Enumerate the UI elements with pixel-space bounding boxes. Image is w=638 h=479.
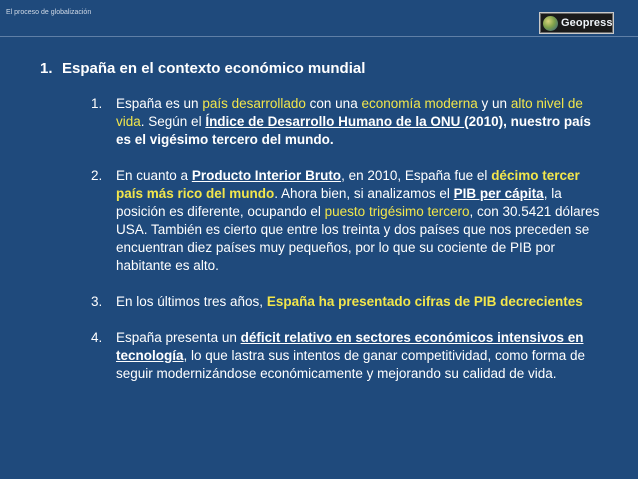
geopress-logo (539, 12, 614, 34)
list-item (91, 95, 601, 149)
section-number: 1. (40, 60, 53, 77)
item-number: 1. (91, 96, 103, 111)
highlight-text: economía moderna (361, 96, 478, 111)
item-text: , la posición es diferente, ocupando el (116, 186, 562, 219)
pib-link[interactable]: Producto Interior Bruto (191, 168, 342, 183)
pib-per-capita-link[interactable]: PIB per cápita (453, 186, 544, 201)
bold-text: (2010), nuestro país es el vigésimo tercero del mundo. (116, 114, 591, 147)
item-number: 2. (91, 168, 103, 183)
item-number: 3. (91, 294, 103, 309)
header-divider (0, 36, 638, 37)
item-list (91, 95, 601, 401)
list-item (91, 329, 601, 383)
section-title: España en el contexto económico mundial (62, 60, 366, 77)
item-text: con una (305, 96, 362, 111)
item-text: , en 2010, España fue el (341, 168, 492, 183)
logo-text: Geopress (561, 17, 613, 29)
item-text: En los últimos tres años, (116, 294, 267, 309)
highlight-text: puesto trigésimo tercero (324, 204, 470, 219)
section-heading (40, 60, 600, 77)
idh-link[interactable]: Índice de Desarrollo Humano de la ONU (205, 114, 465, 129)
item-text: España presenta un (116, 330, 241, 345)
header-bar (0, 0, 638, 40)
item-text: . Según el (140, 114, 206, 129)
item-text: . Ahora bien, si analizamos el (274, 186, 454, 201)
list-item (91, 167, 601, 275)
highlight-text: alto nivel de vida (116, 96, 583, 129)
breadcrumb: El proceso de globalización (6, 9, 92, 16)
item-text: , lo que lastra sus intentos de ganar competitividad, como forma de seguir modernizándose económicamente y mejorando su calidad de vida. (116, 348, 585, 381)
list-item (91, 293, 601, 311)
item-number: 4. (91, 330, 103, 345)
item-text: España es un (116, 96, 203, 111)
globe-icon (543, 16, 558, 31)
item-text: y un (477, 96, 511, 111)
deficit-link[interactable]: déficit relativo en sectores económicos intensivos en tecnología (116, 330, 584, 363)
item-text: , con 30.5421 dólares USA. También es cierto que entre los treinta y dos países que nos preceden se encuentran diez países muy pequeños, por lo que su cociente de PIB por habitante es alto. (116, 204, 600, 273)
item-text: En cuanto a (116, 168, 192, 183)
highlight-text: España ha presentado cifras de PIB decrecientes (266, 294, 583, 309)
highlight-text: país desarrollado (202, 96, 306, 111)
highlight-text: décimo tercer país más rico del mundo (116, 168, 580, 201)
